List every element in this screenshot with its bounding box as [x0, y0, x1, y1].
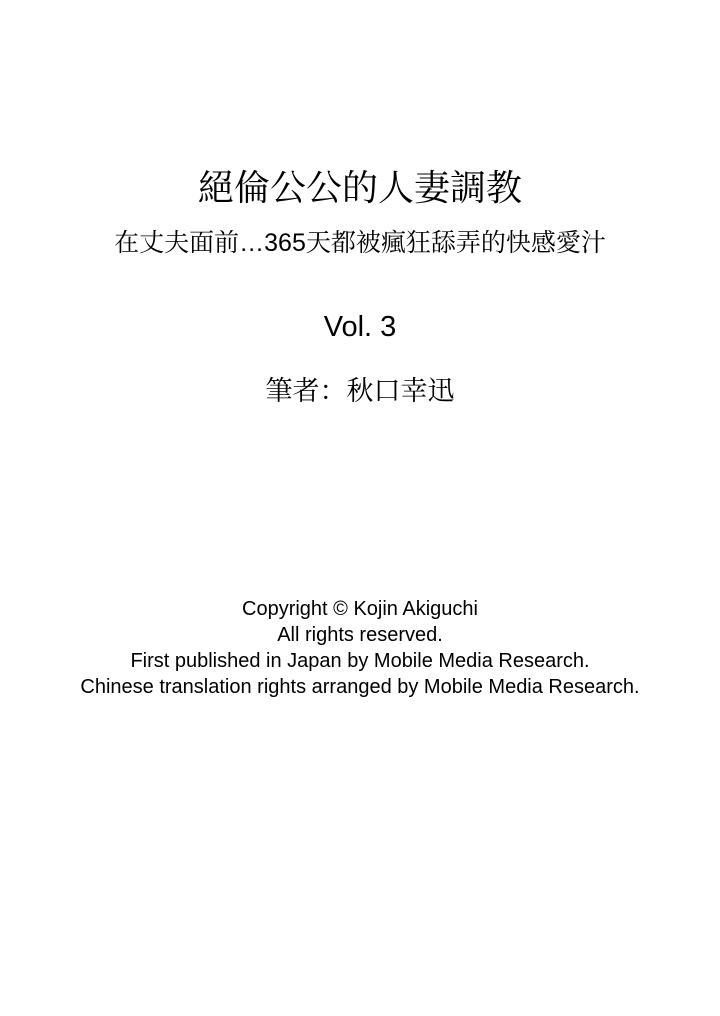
copyright-line: Copyright © Kojin Akiguchi [242, 598, 478, 620]
volume-number: Vol. 3 [323, 311, 397, 343]
copyright-line: Chinese translation rights arranged by Mobile Media Research. [80, 676, 640, 698]
book-subtitle: 在丈夫面前…365天都被瘋狂舔弄的快感愛汁 [114, 229, 606, 257]
copyright-block [0, 596, 720, 700]
book-title: 絕倫公公的人妻調教 [197, 167, 522, 208]
author-line: 筆者：秋口幸迅 [265, 376, 455, 406]
copyright-line: All rights reserved. [277, 624, 443, 646]
copyright-line: First published in Japan by Mobile Media Research. [130, 650, 590, 672]
